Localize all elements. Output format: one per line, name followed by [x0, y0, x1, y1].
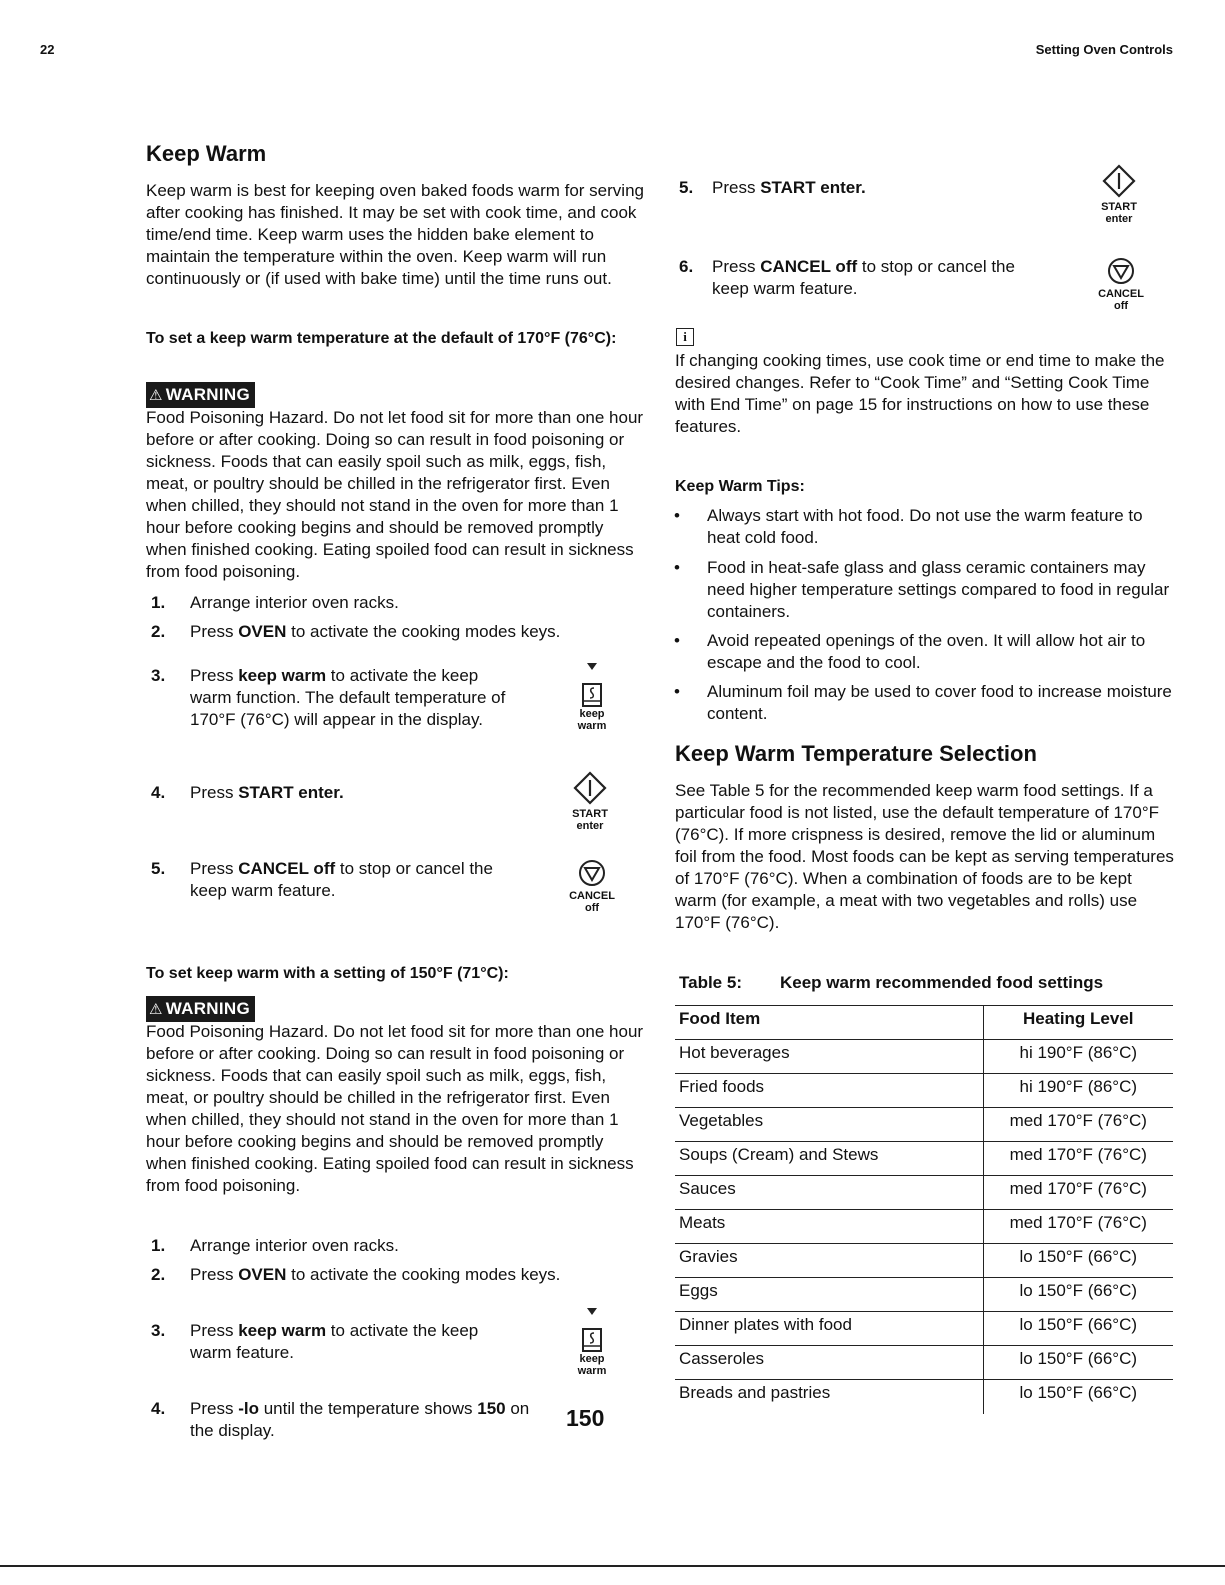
section-header: Setting Oven Controls — [1035, 42, 1173, 57]
intro-paragraph: Keep warm is best for keeping oven baked foods warm for serving after cooking has finished. It may be set with cook time, and cook time/end time. Keep warm uses the hidden bake element to maintain the temperature within the oven. Keep warm will run continuously or (if used with bake time) until the time runs out. — [146, 181, 644, 288]
cancel-off-key-right[interactable]: CANCEL off — [1091, 256, 1151, 312]
display-150: 150 — [566, 1405, 605, 1431]
table-row: Meats med 170°F (76°C) — [675, 1210, 1173, 1244]
table-row: Fried foods hi 190°F (86°C) — [675, 1074, 1173, 1108]
bottom-rule — [0, 1565, 1225, 1567]
warning-text-1: Food Poisoning Hazard. Do not let food sit for more than one hour before or after cooking. Doing so can result in food poisoning or sickness. Foods that can easily spoil such as milk, eggs, fish, meat, or poultry should be chilled in the refrigerator first. Even when chilled, they should not stand in the oven for more than 1 hour before cooking begins and should be removed promptly when finished cooking. Eating spoiled food can result in sickness from food poisoning. — [146, 408, 644, 581]
temperature-selection-title: Keep Warm Temperature Selection — [675, 741, 1037, 766]
start-icon — [572, 770, 608, 806]
table-row: Vegetables med 170°F (76°C) — [675, 1108, 1173, 1142]
keep-warm-table — [675, 1005, 1173, 1414]
keep-warm-key[interactable]: keep warm — [562, 660, 622, 732]
table-row: Breads and pastries lo 150°F (66°C) — [675, 1380, 1173, 1414]
table-row: Casseroles lo 150°F (66°C) — [675, 1346, 1173, 1380]
proc2-heading: To set keep warm with a setting of 150°F (71°C): — [146, 965, 509, 982]
warning-text-2: Food Poisoning Hazard. Do not let food sit for more than one hour before or after cooking. Doing so can result in food poisoning or sickness. Foods that can easily spoil such as milk, eggs, fish, meat, or poultry should be chilled in the refrigerator first. Even when chilled, they should not stand in the oven for more than 1 hour before cooking begins and should be removed promptly when finished cooking. Eating spoiled food can result in sickness from food poisoning. — [146, 1022, 644, 1195]
start-enter-key-right[interactable]: START enter — [1089, 163, 1149, 225]
table-row: Eggs lo 150°F (66°C) — [675, 1278, 1173, 1312]
table-row: Gravies lo 150°F (66°C) — [675, 1244, 1173, 1278]
warning-label-1: ⚠ WARNING — [146, 382, 255, 408]
warning-icon: ⚠ — [149, 1001, 163, 1018]
table-row: Hot beverages hi 190°F (86°C) — [675, 1040, 1173, 1074]
table-header-food: Food Item — [679, 1009, 761, 1028]
table-row: Sauces med 170°F (76°C) — [675, 1176, 1173, 1210]
keep-warm-title: Keep Warm — [146, 141, 267, 166]
table-caption: Keep warm recommended food settings — [780, 973, 1104, 992]
cancel-icon — [1106, 256, 1136, 286]
cancel-icon — [577, 858, 607, 888]
table-row: Soups (Cream) and Stews med 170°F (76°C) — [675, 1142, 1173, 1176]
proc1-heading: To set a keep warm temperature at the default of 170°F (76°C): — [146, 330, 617, 347]
warning-icon: ⚠ — [149, 387, 163, 404]
start-icon — [1101, 163, 1137, 199]
cancel-off-key[interactable]: CANCEL off — [562, 858, 622, 914]
table-header-level: Heating Level — [983, 1006, 1173, 1040]
info-text: If changing cooking times, use cook time or end time to make the desired changes. Refer to “Cook Time” and “Setting Cook Time with End Time” on page 15 for instructions on how to use these features. — [675, 351, 1165, 436]
table-label: Table 5: — [679, 973, 742, 992]
start-enter-key[interactable]: START enter — [560, 770, 620, 832]
table-row: Dinner plates with food lo 150°F (66°C) — [675, 1312, 1173, 1346]
page-number: 22 — [40, 42, 55, 57]
info-icon: i — [676, 328, 694, 346]
keep-warm-key-2[interactable]: keep warm — [562, 1305, 622, 1377]
warning-label-2: ⚠ WARNING — [146, 996, 255, 1022]
tips-heading: Keep Warm Tips: — [675, 478, 805, 495]
temperature-selection-text: See Table 5 for the recommended keep warm food settings. If a particular food is not listed, use the default temperature of 170°F (76°C). If more crispness is desired, remove the lid or aluminum foil from the food. Most foods can be kept as serving temperatures of 170°F (76°C). When a combination of foods are to be kept warm (for example, a meat with two vegetables and rolls) use 170°F (76°C). — [675, 781, 1174, 932]
